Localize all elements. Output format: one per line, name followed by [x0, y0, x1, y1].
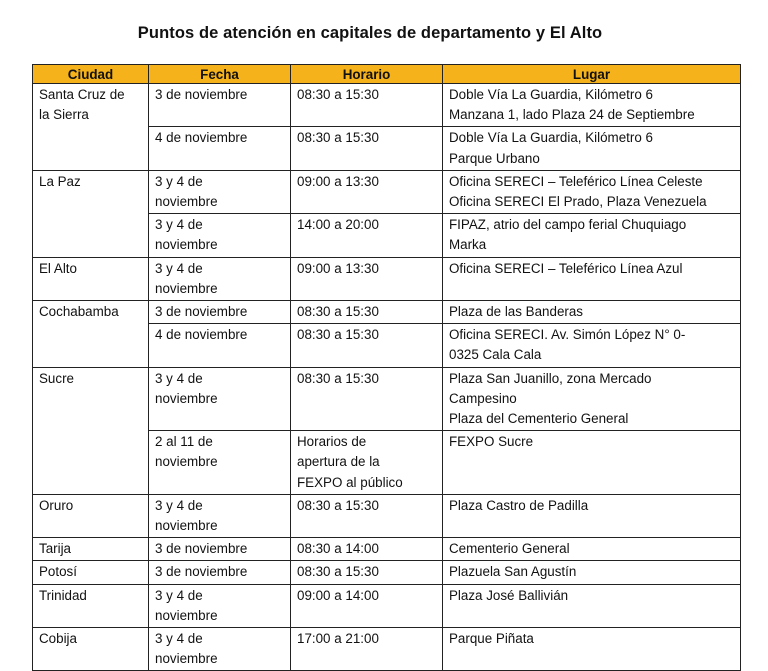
cell-fecha: 4 de noviembre	[149, 324, 291, 367]
table-row	[33, 367, 741, 431]
cell-lugar: FIPAZ, atrio del campo ferial Chuquiago Marka	[443, 214, 741, 257]
cell-fecha: 2 al 11 de noviembre	[149, 431, 291, 495]
cell-horario: Horarios de apertura de la FEXPO al público	[291, 431, 443, 495]
cell-fecha: 3 de noviembre	[149, 538, 291, 561]
cell-horario: 09:00 a 14:00	[291, 584, 443, 627]
attention-points-table	[32, 64, 741, 671]
cell-fecha: 3 y 4 de noviembre	[149, 170, 291, 213]
cell-horario: 08:30 a 15:30	[291, 301, 443, 324]
cell-lugar: Oficina SERECI – Teleférico Línea Celeste Oficina SERECI El Prado, Plaza Venezuela	[443, 170, 741, 213]
cell-fecha: 3 de noviembre	[149, 84, 291, 127]
cell-lugar: Oficina SERECI – Teleférico Línea Azul	[443, 257, 741, 300]
cell-ciudad: Cochabamba	[33, 301, 149, 368]
header-lugar: Lugar	[443, 65, 741, 84]
cell-fecha: 3 y 4 de noviembre	[149, 367, 291, 431]
cell-horario: 17:00 a 21:00	[291, 628, 443, 671]
cell-ciudad: El Alto	[33, 257, 149, 300]
table-row	[33, 257, 741, 300]
page-title: Puntos de atención en capitales de departamento y El Alto	[137, 24, 603, 42]
table-header-row	[33, 65, 741, 84]
cell-fecha: 3 de noviembre	[149, 301, 291, 324]
cell-lugar: Plaza San Juanillo, zona Mercado Campesino Plaza del Cementerio General	[443, 367, 741, 431]
table-row	[33, 84, 741, 127]
cell-horario: 08:30 a 15:30	[291, 367, 443, 431]
table-row	[33, 584, 741, 627]
cell-fecha: 3 de noviembre	[149, 561, 291, 584]
cell-lugar: Doble Vía La Guardia, Kilómetro 6 Manzana 1, lado Plaza 24 de Septiembre	[443, 84, 741, 127]
cell-lugar: Cementerio General	[443, 538, 741, 561]
cell-ciudad: Potosí	[33, 561, 149, 584]
header-fecha: Fecha	[149, 65, 291, 84]
cell-lugar: Doble Vía La Guardia, Kilómetro 6 Parque Urbano	[443, 127, 741, 170]
cell-horario: 08:30 a 14:00	[291, 538, 443, 561]
cell-lugar: Plazuela San Agustín	[443, 561, 741, 584]
cell-fecha: 4 de noviembre	[149, 127, 291, 170]
cell-horario: 08:30 a 15:30	[291, 561, 443, 584]
cell-horario: 09:00 a 13:30	[291, 257, 443, 300]
cell-lugar: Plaza de las Banderas	[443, 301, 741, 324]
cell-ciudad: Tarija	[33, 538, 149, 561]
table-row	[33, 561, 741, 584]
cell-horario: 08:30 a 15:30	[291, 324, 443, 367]
table-row	[33, 170, 741, 213]
cell-fecha: 3 y 4 de noviembre	[149, 584, 291, 627]
cell-lugar: Oficina SERECI. Av. Simón López N° 0- 0325 Cala Cala	[443, 324, 741, 367]
cell-horario: 09:00 a 13:30	[291, 170, 443, 213]
cell-ciudad: Oruro	[33, 494, 149, 537]
cell-fecha: 3 y 4 de noviembre	[149, 257, 291, 300]
table-row	[33, 494, 741, 537]
cell-horario: 08:30 a 15:30	[291, 494, 443, 537]
cell-ciudad: Santa Cruz de la Sierra	[33, 84, 149, 171]
table-row	[33, 301, 741, 324]
header-horario: Horario	[291, 65, 443, 84]
cell-fecha: 3 y 4 de noviembre	[149, 214, 291, 257]
cell-ciudad: Cobija	[33, 628, 149, 671]
cell-horario: 08:30 a 15:30	[291, 84, 443, 127]
cell-lugar: Plaza Castro de Padilla	[443, 494, 741, 537]
table-row	[33, 628, 741, 671]
header-ciudad: Ciudad	[33, 65, 149, 84]
cell-ciudad: Sucre	[33, 367, 149, 494]
cell-horario: 08:30 a 15:30	[291, 127, 443, 170]
cell-ciudad: Trinidad	[33, 584, 149, 627]
cell-lugar: Parque Piñata	[443, 628, 741, 671]
table-row	[33, 538, 741, 561]
cell-lugar: Plaza José Ballivián	[443, 584, 741, 627]
cell-fecha: 3 y 4 de noviembre	[149, 628, 291, 671]
cell-lugar: FEXPO Sucre	[443, 431, 741, 495]
cell-horario: 14:00 a 20:00	[291, 214, 443, 257]
cell-ciudad: La Paz	[33, 170, 149, 257]
cell-fecha: 3 y 4 de noviembre	[149, 494, 291, 537]
